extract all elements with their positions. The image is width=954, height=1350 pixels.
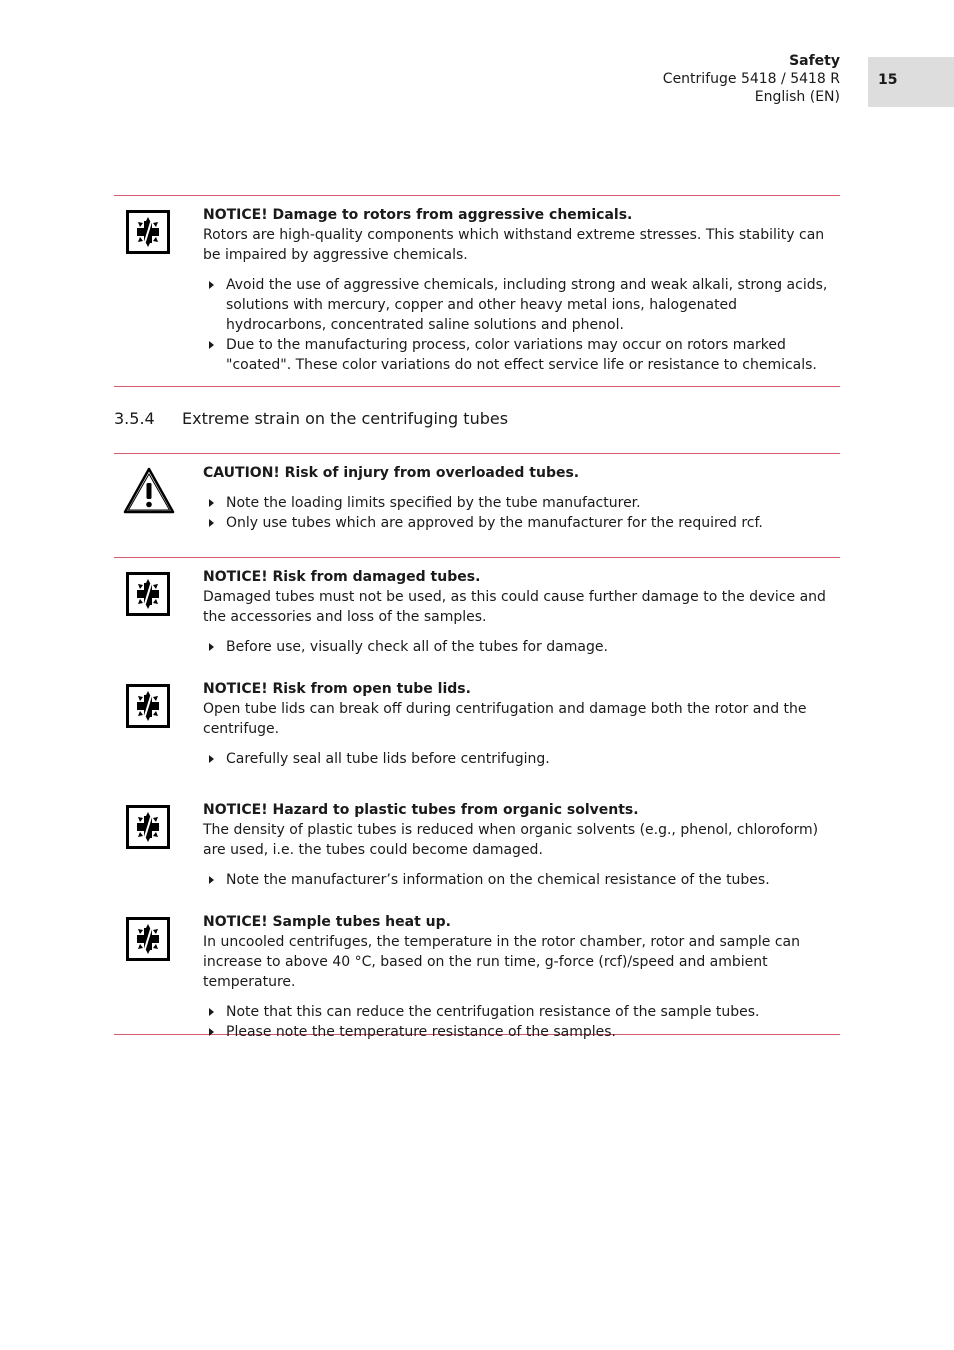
bullet-arrow-icon — [209, 1008, 214, 1016]
bullet-arrow-icon — [209, 876, 214, 884]
divider — [114, 453, 840, 454]
notice-content — [203, 679, 840, 769]
bullet-list — [203, 493, 840, 533]
notice-content — [203, 800, 840, 890]
section-number: 3.5.4 — [114, 409, 155, 428]
product-name: Centrifuge 5418 / 5418 R — [662, 71, 840, 87]
divider — [114, 557, 840, 558]
language-label: English (EN) — [754, 89, 840, 105]
page-number: 15 — [878, 72, 898, 88]
bullet-arrow-icon — [209, 1028, 214, 1036]
bullet-list — [203, 1002, 840, 1042]
caution-title: CAUTION! Risk of injury from overloaded tubes. — [203, 465, 580, 481]
divider — [114, 195, 840, 196]
notice-body: The density of plastic tubes is reduced when organic solvents (e.g., phenol, chloroform) are used, i.e. the tubes could become damaged. — [203, 822, 819, 858]
notice-body: In uncooled centrifuges, the temperature in the rotor chamber, rotor and sample can increase to above 40 °C, based on the run time, g-force (rcf)/speed and ambient temperature. — [203, 934, 800, 990]
notice-title: NOTICE! Sample tubes heat up. — [203, 914, 451, 930]
section-heading — [114, 409, 508, 429]
page-header — [663, 52, 840, 106]
notice-title: NOTICE! Hazard to plastic tubes from organic solvents. — [203, 802, 639, 818]
bullet-arrow-icon — [209, 755, 214, 763]
notice-body: Rotors are high-quality components which withstand extreme stresses. This stability can be impaired by aggressive chemicals. — [203, 227, 825, 263]
bullet-arrow-icon — [209, 643, 214, 651]
notice-title: NOTICE! Risk from open tube lids. — [203, 681, 471, 697]
list-item: Note the loading limits specified by the tube manufacturer. — [203, 493, 840, 513]
section-title: Extreme strain on the centrifuging tubes — [182, 409, 509, 428]
list-item: Carefully seal all tube lids before centrifuging. — [203, 749, 840, 769]
caution-content — [203, 463, 840, 533]
list-item: Before use, visually check all of the tubes for damage. — [203, 637, 840, 657]
list-item: Only use tubes which are approved by the manufacturer for the required rcf. — [203, 513, 840, 533]
chapter-title: Safety — [789, 53, 840, 69]
list-item: Please note the temperature resistance of the samples. — [203, 1022, 840, 1042]
bullet-arrow-icon — [209, 519, 214, 527]
list-item: Note the manufacturer’s information on the chemical resistance of the tubes. — [203, 870, 840, 890]
notice-damage-icon — [126, 684, 170, 728]
notice-body: Damaged tubes must not be used, as this could cause further damage to the device and the accessories and loss of the samples. — [203, 589, 826, 625]
notice-damage-icon — [126, 210, 170, 254]
notice-damage-icon — [126, 572, 170, 616]
bullet-list — [203, 275, 840, 375]
bullet-arrow-icon — [209, 499, 214, 507]
notice-damage-icon — [126, 917, 170, 961]
notice-title: NOTICE! Risk from damaged tubes. — [203, 569, 481, 585]
notice-content — [203, 912, 840, 1042]
notice-body: Open tube lids can break off during centrifugation and damage both the rotor and the centrifuge. — [203, 701, 807, 737]
bullet-arrow-icon — [209, 341, 214, 349]
bullet-arrow-icon — [209, 281, 214, 289]
notice-title: NOTICE! Damage to rotors from aggressive chemicals. — [203, 207, 633, 223]
notice-content — [203, 205, 840, 375]
page-number-tab — [868, 57, 954, 107]
bullet-list — [203, 749, 840, 769]
list-item: Note that this can reduce the centrifugation resistance of the sample tubes. — [203, 1002, 840, 1022]
warning-triangle-icon — [122, 466, 176, 516]
list-item: Due to the manufacturing process, color variations may occur on rotors marked "coated". These color variations do not effect service life or resistance to chemicals. — [203, 335, 840, 375]
notice-damage-icon — [126, 805, 170, 849]
bullet-list — [203, 637, 840, 657]
divider — [114, 386, 840, 387]
notice-content — [203, 567, 840, 657]
bullet-list — [203, 870, 840, 890]
list-item: Avoid the use of aggressive chemicals, including strong and weak alkali, strong acids, solutions with mercury, copper and other heavy metal ions, halogenated hydrocarbons, concentrated saline solutions and phenol. — [203, 275, 840, 335]
